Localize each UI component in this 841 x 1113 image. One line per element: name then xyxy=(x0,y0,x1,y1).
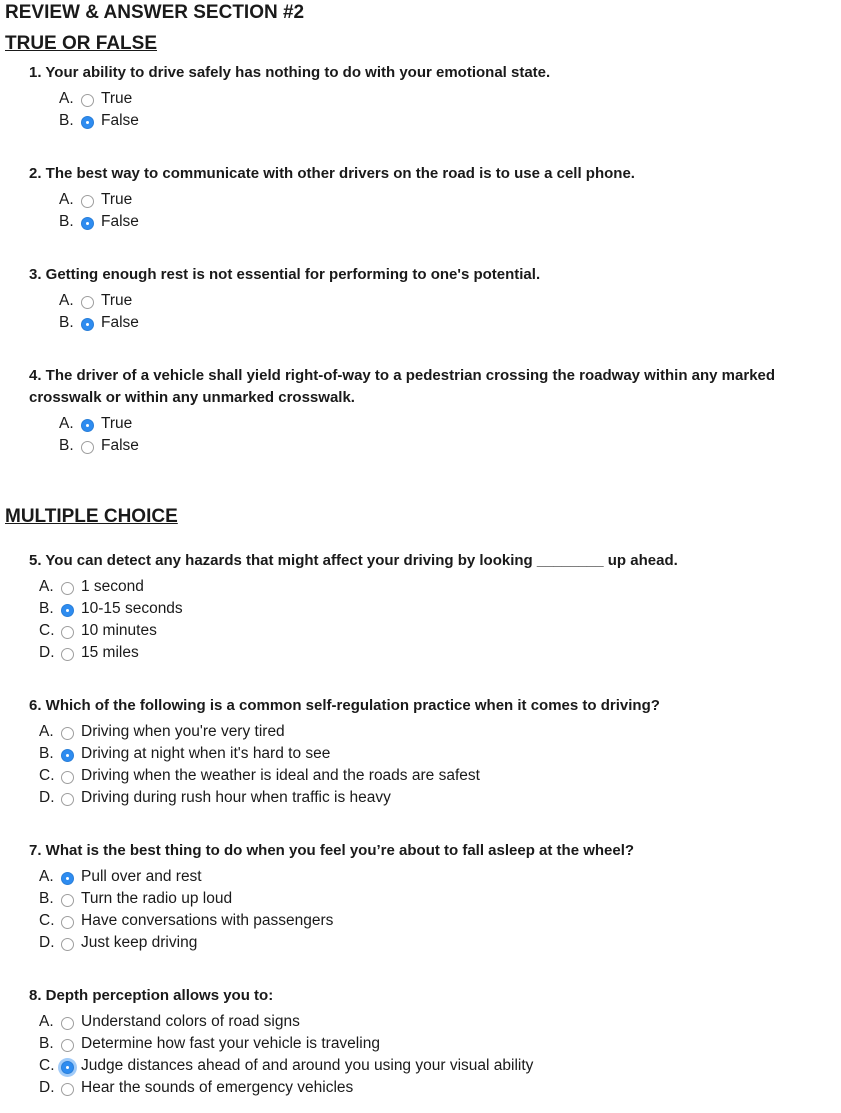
true-false-heading: TRUE OR FALSE xyxy=(5,33,158,54)
question-8 xyxy=(0,985,841,1099)
question-2 xyxy=(0,163,841,233)
option-letter: A. xyxy=(59,415,74,432)
option-6c[interactable] xyxy=(39,765,841,787)
page-title: REVIEW & ANSWER SECTION #2 xyxy=(5,2,305,23)
question-3 xyxy=(0,264,841,334)
radio-button[interactable] xyxy=(61,872,74,885)
radio-button[interactable] xyxy=(81,116,94,129)
option-letter: B. xyxy=(39,600,54,617)
question-text: 3. Getting enough rest is not essential for performing to one's potential. xyxy=(29,266,541,283)
option-letter: D. xyxy=(39,644,55,661)
option-5c[interactable] xyxy=(39,620,841,642)
option-letter: C. xyxy=(39,1057,55,1074)
option-letter: C. xyxy=(39,622,55,639)
radio-button[interactable] xyxy=(61,1083,74,1096)
option-8d[interactable] xyxy=(39,1077,841,1099)
option-letter: B. xyxy=(59,314,74,331)
radio-button[interactable] xyxy=(61,1017,74,1030)
option-letter: C. xyxy=(39,912,55,929)
option-5d[interactable] xyxy=(39,642,841,664)
question-text: 7. What is the best thing to do when you feel you’re about to fall asleep at the wheel? xyxy=(29,842,635,859)
option-7a[interactable] xyxy=(39,866,841,888)
option-label: 10-15 seconds xyxy=(81,600,183,617)
question-text: 5. You can detect any hazards that might affect your driving by looking ________ up ahead. xyxy=(29,552,678,569)
radio-button[interactable] xyxy=(81,296,94,309)
option-3b[interactable] xyxy=(59,312,841,334)
option-letter: B. xyxy=(59,437,74,454)
radio-button[interactable] xyxy=(81,195,94,208)
option-label: Understand colors of road signs xyxy=(81,1013,300,1030)
option-label: Determine how fast your vehicle is traveling xyxy=(81,1035,380,1052)
option-label: Have conversations with passengers xyxy=(81,912,334,929)
question-5 xyxy=(0,550,841,664)
option-6d[interactable] xyxy=(39,787,841,809)
option-label: False xyxy=(101,437,139,454)
radio-button[interactable] xyxy=(61,793,74,806)
question-1 xyxy=(0,62,841,132)
radio-button[interactable] xyxy=(61,771,74,784)
option-label: Judge distances ahead of and around you using your visual ability xyxy=(81,1057,534,1074)
option-letter: D. xyxy=(39,934,55,951)
option-letter: A. xyxy=(59,90,74,107)
option-letter: B. xyxy=(39,1035,54,1052)
option-6a[interactable] xyxy=(39,721,841,743)
question-text: 2. The best way to communicate with other drivers on the road is to use a cell phone. xyxy=(29,165,635,182)
option-letter: B. xyxy=(59,112,74,129)
option-letter: A. xyxy=(39,578,54,595)
option-label: Just keep driving xyxy=(81,934,198,951)
option-letter: D. xyxy=(39,789,55,806)
question-text: 8. Depth perception allows you to: xyxy=(29,987,274,1004)
option-label: Driving when the weather is ideal and the roads are safest xyxy=(81,767,480,784)
option-label: 10 minutes xyxy=(81,622,157,639)
option-letter: A. xyxy=(59,191,74,208)
radio-button[interactable] xyxy=(81,217,94,230)
option-7b[interactable] xyxy=(39,888,841,910)
option-8c[interactable] xyxy=(39,1055,841,1077)
option-letter: A. xyxy=(39,868,54,885)
option-label: Pull over and rest xyxy=(81,868,202,885)
option-label: False xyxy=(101,314,139,331)
radio-button[interactable] xyxy=(61,648,74,661)
option-3a[interactable] xyxy=(59,290,841,312)
option-6b[interactable] xyxy=(39,743,841,765)
option-label: Driving at night when it's hard to see xyxy=(81,745,331,762)
option-label: Hear the sounds of emergency vehicles xyxy=(81,1079,354,1096)
option-4a[interactable] xyxy=(59,413,841,435)
option-5b[interactable] xyxy=(39,598,841,620)
radio-button[interactable] xyxy=(81,318,94,331)
option-2a[interactable] xyxy=(59,189,841,211)
option-label: True xyxy=(101,292,133,309)
option-7c[interactable] xyxy=(39,910,841,932)
option-label: Turn the radio up loud xyxy=(81,890,233,907)
option-letter: A. xyxy=(39,723,54,740)
option-4b[interactable] xyxy=(59,435,841,457)
option-label: False xyxy=(101,112,139,129)
option-8b[interactable] xyxy=(39,1033,841,1055)
option-5a[interactable] xyxy=(39,576,841,598)
option-letter: C. xyxy=(39,767,55,784)
radio-button[interactable] xyxy=(81,419,94,432)
option-7d[interactable] xyxy=(39,932,841,954)
option-letter: B. xyxy=(39,890,54,907)
radio-button[interactable] xyxy=(81,441,94,454)
radio-button[interactable] xyxy=(61,894,74,907)
option-letter: A. xyxy=(59,292,74,309)
option-1b[interactable] xyxy=(59,110,841,132)
radio-button[interactable] xyxy=(81,94,94,107)
question-7 xyxy=(0,840,841,954)
question-6 xyxy=(0,695,841,809)
radio-button[interactable] xyxy=(61,626,74,639)
option-letter: B. xyxy=(39,745,54,762)
question-text: 1. Your ability to drive safely has nothing to do with your emotional state. xyxy=(29,64,551,81)
option-label: False xyxy=(101,213,139,230)
radio-button[interactable] xyxy=(61,727,74,740)
option-label: True xyxy=(101,415,133,432)
radio-button[interactable] xyxy=(61,582,74,595)
multiple-choice-heading: MULTIPLE CHOICE xyxy=(5,506,178,527)
option-letter: D. xyxy=(39,1079,55,1096)
radio-button[interactable] xyxy=(61,938,74,951)
option-letter: A. xyxy=(39,1013,54,1030)
option-label: True xyxy=(101,90,133,107)
option-label: Driving during rush hour when traffic is heavy xyxy=(81,789,391,806)
question-4 xyxy=(0,365,841,457)
option-label: 15 miles xyxy=(81,644,139,661)
radio-button[interactable] xyxy=(61,1061,74,1074)
option-label: 1 second xyxy=(81,578,144,595)
option-1a[interactable] xyxy=(59,88,841,110)
radio-button[interactable] xyxy=(61,749,74,762)
option-8a[interactable] xyxy=(39,1011,841,1033)
radio-button[interactable] xyxy=(61,604,74,617)
radio-button[interactable] xyxy=(61,1039,74,1052)
radio-button[interactable] xyxy=(61,916,74,929)
question-text: 6. Which of the following is a common self-regulation practice when it comes to driving? xyxy=(29,697,660,714)
option-label: Driving when you're very tired xyxy=(81,723,285,740)
option-2b[interactable] xyxy=(59,211,841,233)
question-text: 4. The driver of a vehicle shall yield right-of-way to a pedestrian crossing the roadway within any marked crosswalk or within any unmarked crosswalk. xyxy=(29,367,776,406)
option-letter: B. xyxy=(59,213,74,230)
option-label: True xyxy=(101,191,133,208)
